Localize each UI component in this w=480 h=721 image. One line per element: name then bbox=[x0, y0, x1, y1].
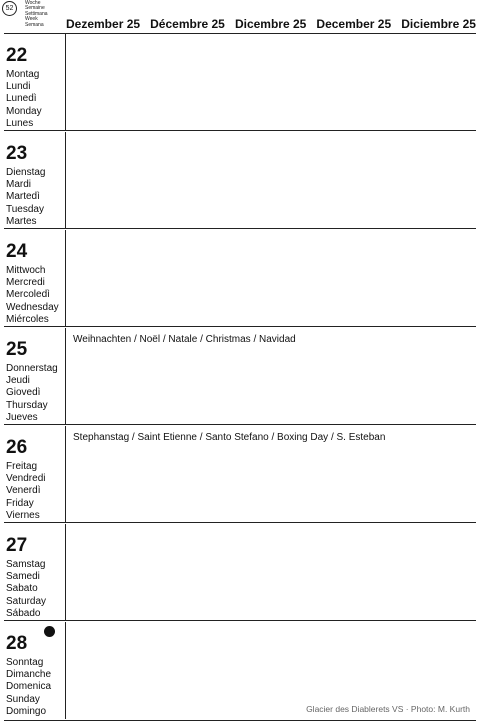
day-name: Tuesday bbox=[6, 203, 44, 215]
day-label-cell bbox=[4, 34, 66, 130]
month-label-es: Diciembre 25 bbox=[401, 17, 476, 31]
day-number: 24 bbox=[6, 241, 28, 262]
day-names bbox=[6, 657, 51, 718]
day-number: 23 bbox=[6, 143, 28, 164]
month-label-en: December 25 bbox=[316, 17, 392, 31]
day-names bbox=[6, 363, 58, 424]
week-label: Semaine bbox=[25, 5, 45, 12]
day-row-25[interactable] bbox=[4, 328, 476, 425]
week-label: Week bbox=[25, 16, 38, 23]
day-label-cell bbox=[4, 328, 66, 424]
day-row-22[interactable] bbox=[4, 34, 476, 131]
day-number: 26 bbox=[6, 437, 28, 458]
month-label-it: Dicembre 25 bbox=[234, 17, 307, 31]
week-number-badge: 52 bbox=[2, 1, 17, 16]
week-label: Semana bbox=[25, 21, 44, 28]
day-name: Mercredi bbox=[6, 277, 45, 289]
day-event: Stephanstag / Saint Etienne / Santo Stefano / Boxing Day / S. Esteban bbox=[73, 432, 386, 443]
day-name: Mardi bbox=[6, 179, 32, 191]
day-name: Dienstag bbox=[6, 167, 46, 178]
day-name: Friday bbox=[6, 497, 34, 509]
day-name: Mittwoch bbox=[6, 265, 46, 276]
day-names bbox=[6, 265, 59, 326]
day-number: 27 bbox=[6, 535, 28, 556]
day-name: Lundi bbox=[6, 81, 31, 93]
day-name: Mercoledì bbox=[6, 289, 50, 301]
day-names bbox=[6, 167, 45, 228]
day-name: Saturday bbox=[6, 595, 47, 607]
day-name: Sábado bbox=[6, 607, 41, 619]
day-name: Martedì bbox=[6, 191, 40, 203]
day-name: Samstag bbox=[6, 559, 46, 570]
day-names bbox=[6, 461, 45, 522]
day-name: Donnerstag bbox=[6, 363, 58, 374]
day-name: Sabato bbox=[6, 583, 38, 595]
day-names bbox=[6, 69, 42, 130]
month-label-fr: Décembre 25 bbox=[150, 17, 225, 31]
day-row-24[interactable] bbox=[4, 230, 476, 327]
day-name: Vendredi bbox=[6, 473, 46, 485]
day-label-cell bbox=[4, 132, 66, 228]
day-name: Montag bbox=[6, 69, 40, 80]
day-number: 22 bbox=[6, 45, 28, 66]
day-name: Dimanche bbox=[6, 669, 52, 681]
month-labels bbox=[66, 17, 476, 31]
day-row-23[interactable] bbox=[4, 132, 476, 229]
day-name: Giovedì bbox=[6, 387, 41, 399]
day-row-26[interactable] bbox=[4, 426, 476, 523]
day-name: Lunes bbox=[6, 117, 34, 129]
day-name: Martes bbox=[6, 215, 37, 227]
day-name: Venerdì bbox=[6, 485, 41, 497]
week-label: Settimana bbox=[25, 10, 48, 17]
week-grid bbox=[4, 33, 476, 721]
day-name: Miércoles bbox=[6, 313, 49, 325]
week-labels bbox=[25, 1, 48, 28]
day-name: Wednesday bbox=[6, 301, 59, 313]
week-label: Woche bbox=[25, 0, 41, 6]
day-label-cell bbox=[4, 524, 66, 620]
day-name: Domenica bbox=[6, 681, 52, 693]
day-number: 28 bbox=[6, 633, 28, 654]
day-name: Monday bbox=[6, 105, 42, 117]
day-label-cell bbox=[4, 230, 66, 326]
month-label-de: Dezember 25 bbox=[66, 17, 141, 31]
day-name: Domingo bbox=[6, 705, 47, 717]
day-name: Jeudi bbox=[6, 375, 30, 387]
day-name: Sonntag bbox=[6, 657, 44, 668]
day-number: 25 bbox=[6, 339, 28, 360]
day-name: Sunday bbox=[6, 693, 40, 705]
new-moon-icon bbox=[44, 626, 55, 637]
day-label-cell bbox=[4, 622, 66, 719]
day-names bbox=[6, 559, 46, 620]
day-row-27[interactable] bbox=[4, 524, 476, 621]
calendar-header bbox=[0, 0, 480, 34]
day-name: Lunedì bbox=[6, 93, 37, 105]
day-event: Weihnachten / Noël / Natale / Christmas / Navidad bbox=[73, 334, 296, 345]
day-label-cell bbox=[4, 426, 66, 522]
day-name: Viernes bbox=[6, 509, 40, 521]
photo-credit: Glacier des Diablerets VS · Photo: M. Kurth bbox=[306, 704, 470, 714]
day-name: Thursday bbox=[6, 399, 48, 411]
day-name: Samedi bbox=[6, 571, 40, 583]
day-name: Freitag bbox=[6, 461, 38, 472]
day-name: Jueves bbox=[6, 411, 38, 423]
